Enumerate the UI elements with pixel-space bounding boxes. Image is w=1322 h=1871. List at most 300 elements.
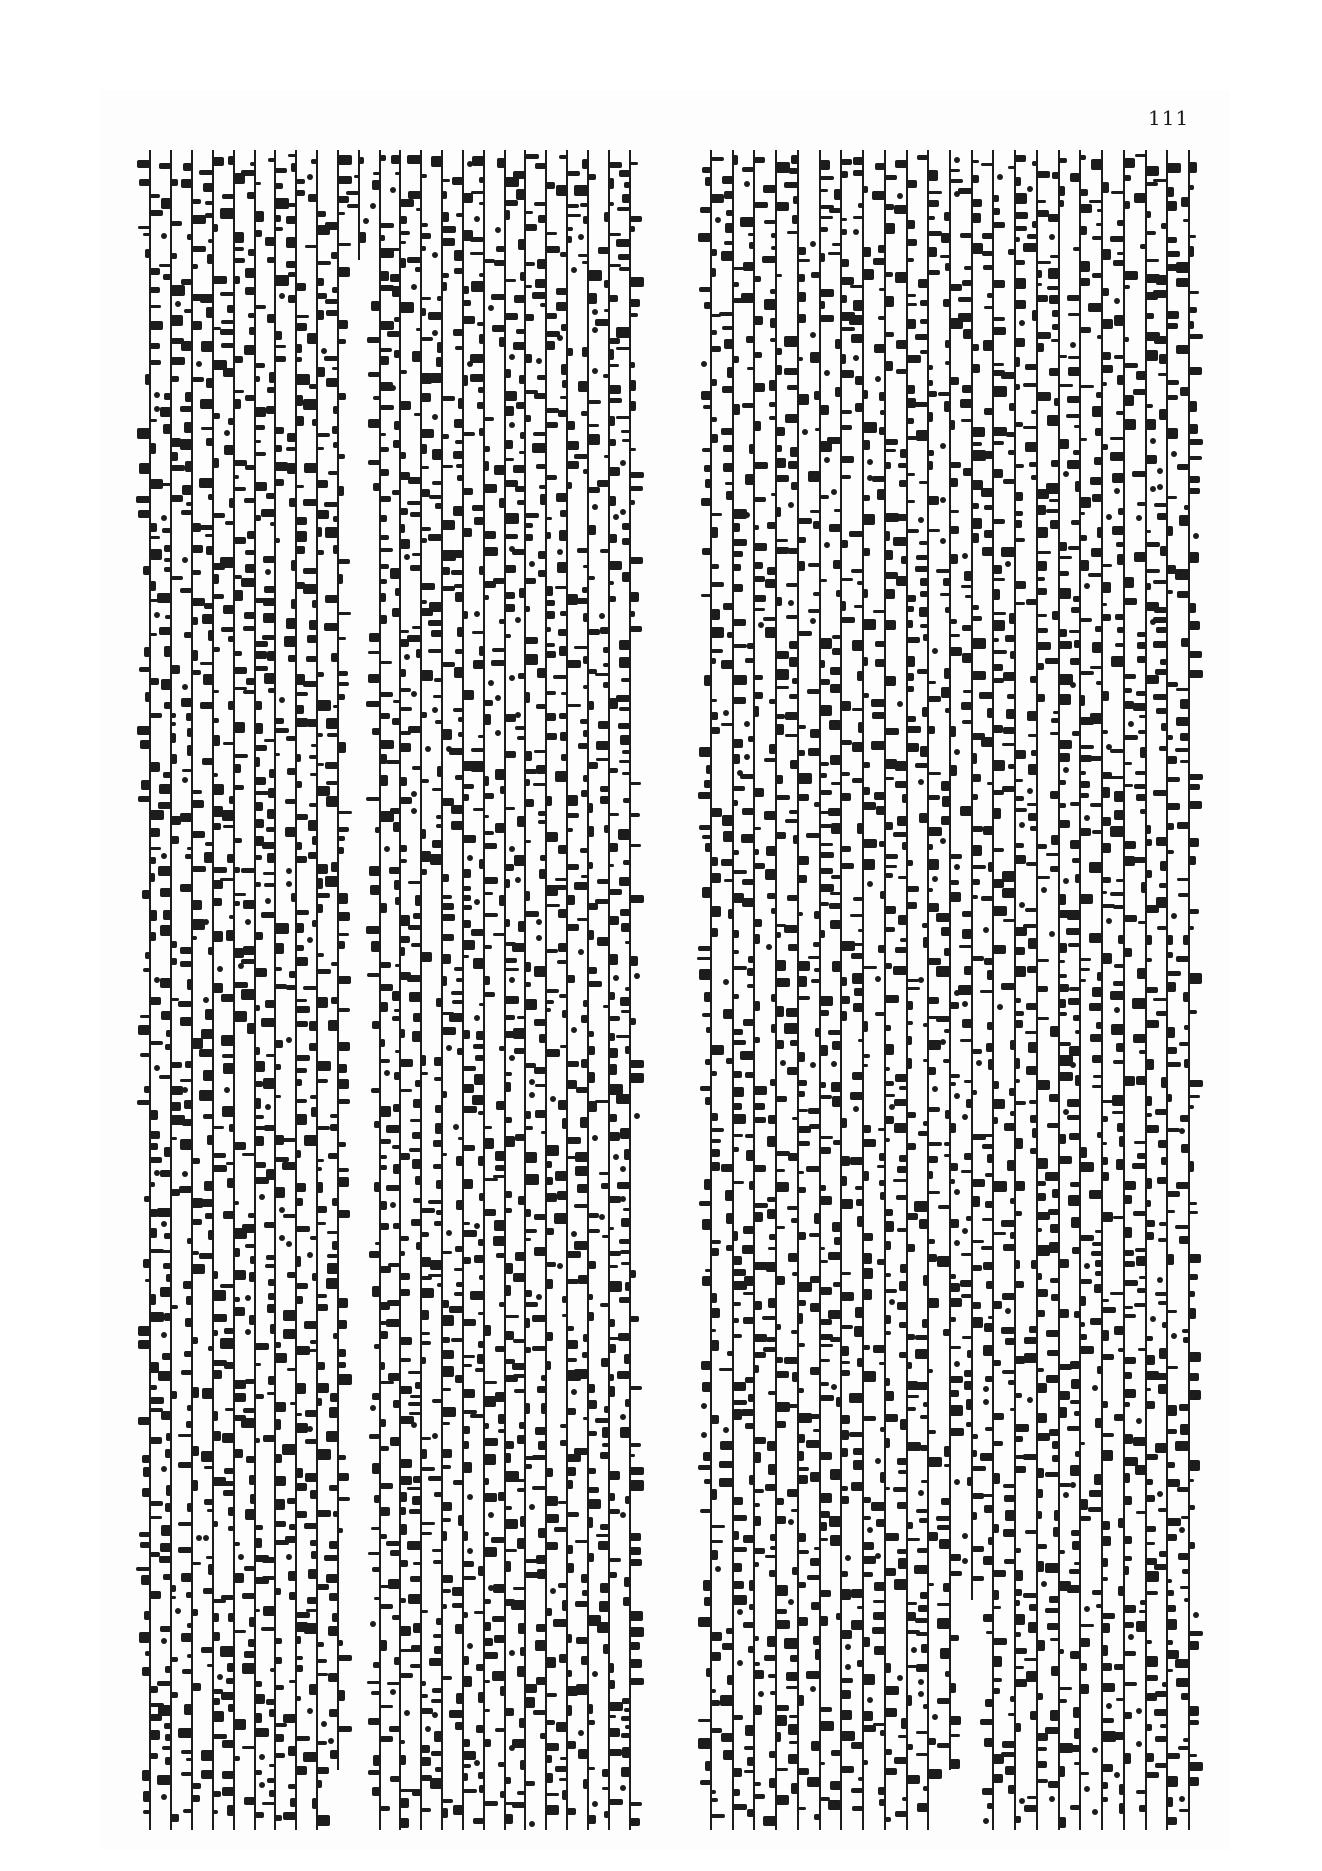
script-glyph [187, 745, 192, 756]
script-glyph [338, 1455, 346, 1460]
script-glyph [454, 250, 463, 261]
punctuation-mark [715, 217, 721, 223]
script-glyph [1102, 1536, 1111, 1546]
script-glyph [1146, 1479, 1153, 1485]
script-glyph [390, 568, 400, 579]
script-glyph [769, 744, 776, 754]
script-glyph [841, 1496, 849, 1504]
script-glyph [1158, 1140, 1167, 1148]
script-glyph [851, 1788, 863, 1793]
script-glyph [244, 345, 255, 355]
script-glyph [310, 1540, 317, 1546]
script-glyph [255, 757, 260, 767]
script-glyph [473, 1818, 484, 1824]
script-glyph [137, 726, 150, 735]
script-glyph [792, 215, 798, 224]
script-glyph [1124, 1682, 1137, 1686]
script-glyph [288, 272, 296, 277]
script-glyph [993, 1590, 999, 1600]
script-glyph [557, 562, 567, 573]
script-glyph [400, 1740, 405, 1744]
script-glyph [754, 497, 766, 502]
script-glyph [885, 513, 899, 522]
script-glyph [520, 1647, 525, 1656]
script-glyph [525, 911, 539, 917]
script-glyph [588, 1431, 597, 1436]
script-glyph [609, 1558, 621, 1562]
script-glyph [1189, 1080, 1203, 1087]
script-glyph [972, 794, 978, 800]
punctuation-mark [954, 1189, 960, 1195]
script-glyph [742, 808, 754, 815]
punctuation-mark [307, 174, 313, 180]
script-glyph [517, 816, 525, 827]
script-glyph [192, 545, 203, 553]
script-glyph [499, 337, 505, 347]
script-glyph [1114, 1664, 1124, 1670]
punctuation-mark [1041, 1581, 1047, 1587]
script-glyph [484, 700, 493, 706]
script-glyph [733, 1531, 739, 1540]
script-glyph [972, 616, 982, 621]
script-glyph [243, 900, 255, 909]
script-glyph [725, 1190, 733, 1201]
script-glyph [463, 761, 477, 771]
script-glyph [505, 1208, 512, 1213]
script-glyph [1162, 1322, 1167, 1328]
script-glyph [1053, 1527, 1059, 1537]
script-glyph [400, 452, 406, 459]
script-glyph [790, 1040, 798, 1046]
script-glyph [338, 912, 350, 921]
script-glyph [907, 319, 916, 329]
script-glyph [283, 1812, 296, 1820]
punctuation-mark [578, 949, 584, 955]
script-glyph [950, 765, 957, 776]
script-glyph [609, 1084, 623, 1095]
script-glyph [754, 1001, 760, 1011]
script-glyph [484, 1532, 489, 1536]
script-glyph [255, 1126, 267, 1130]
script-glyph [267, 387, 275, 393]
script-glyph [226, 930, 234, 941]
script-glyph [287, 1272, 296, 1278]
script-glyph [832, 648, 841, 655]
script-glyph [981, 163, 993, 166]
script-glyph [939, 1539, 950, 1549]
script-glyph [1001, 1220, 1015, 1227]
punctuation-mark [831, 489, 837, 495]
script-glyph [181, 1633, 192, 1642]
script-glyph [771, 233, 776, 238]
script-glyph [380, 515, 387, 522]
script-glyph [1037, 392, 1051, 401]
script-glyph [164, 545, 171, 552]
script-glyph [166, 1485, 171, 1496]
script-glyph [1158, 1301, 1167, 1305]
script-glyph [275, 1723, 287, 1727]
script-glyph [150, 581, 156, 591]
script-glyph [391, 155, 400, 164]
script-glyph [463, 869, 471, 878]
punctuation-mark [1084, 1263, 1090, 1269]
script-glyph [598, 247, 609, 254]
script-glyph [791, 1783, 798, 1794]
script-glyph [150, 1516, 162, 1519]
script-glyph [513, 1587, 525, 1590]
script-glyph [1167, 803, 1180, 810]
script-glyph [885, 1438, 890, 1448]
script-glyph [962, 1336, 972, 1339]
script-glyph [1141, 882, 1146, 893]
script-glyph [505, 200, 518, 206]
script-glyph [885, 873, 893, 878]
script-glyph [317, 864, 328, 874]
script-glyph [1075, 1451, 1080, 1457]
script-glyph [993, 1181, 1007, 1192]
script-glyph [1003, 1484, 1015, 1488]
script-glyph [1183, 219, 1189, 222]
script-glyph [455, 440, 463, 444]
script-glyph [150, 443, 156, 454]
script-glyph [1124, 1195, 1132, 1204]
script-glyph [1102, 614, 1111, 621]
script-glyph [960, 233, 972, 238]
script-glyph [1124, 674, 1136, 679]
script-glyph [792, 1372, 798, 1382]
script-glyph [789, 168, 798, 174]
script-glyph [853, 1003, 863, 1012]
script-glyph [1015, 1723, 1021, 1732]
script-glyph [265, 237, 275, 246]
script-glyph [1095, 626, 1102, 632]
script-glyph [201, 1750, 213, 1761]
script-glyph [227, 1178, 234, 1188]
punctuation-mark [918, 1679, 924, 1685]
script-glyph [767, 1636, 776, 1647]
script-glyph [282, 1162, 296, 1170]
script-glyph [950, 420, 955, 430]
script-glyph [213, 1599, 226, 1603]
script-glyph [305, 1473, 317, 1482]
script-glyph [917, 669, 928, 674]
script-glyph [588, 424, 599, 427]
script-glyph [513, 342, 525, 350]
script-glyph [244, 1797, 255, 1805]
script-glyph [810, 510, 820, 513]
script-glyph [505, 604, 515, 612]
script-glyph [609, 768, 618, 773]
script-glyph [562, 1010, 567, 1018]
script-glyph [814, 1547, 820, 1550]
script-glyph [546, 1049, 560, 1057]
script-glyph [171, 1115, 185, 1125]
script-glyph [296, 705, 304, 714]
script-glyph [907, 886, 919, 892]
script-glyph [255, 1177, 269, 1184]
script-glyph [178, 1728, 192, 1738]
script-glyph [1001, 547, 1015, 557]
script-glyph [525, 1684, 537, 1693]
script-glyph [1051, 835, 1059, 845]
script-glyph [1025, 908, 1037, 912]
script-glyph [1070, 1651, 1080, 1659]
script-glyph [1037, 200, 1046, 203]
script-glyph [536, 704, 546, 709]
script-glyph [943, 1329, 950, 1336]
script-glyph [1029, 1326, 1037, 1333]
script-glyph [598, 1541, 609, 1550]
script-glyph [412, 626, 421, 629]
script-glyph [1051, 460, 1059, 467]
script-glyph [831, 1750, 841, 1756]
script-glyph [1159, 1551, 1167, 1557]
script-glyph [546, 1279, 553, 1289]
script-glyph [863, 762, 870, 768]
script-glyph [1096, 392, 1102, 398]
script-glyph [711, 1162, 720, 1171]
script-glyph [1184, 1025, 1189, 1030]
punctuation-mark [845, 1555, 851, 1561]
script-glyph [517, 1666, 525, 1677]
punctuation-mark [1041, 887, 1047, 893]
script-glyph [1167, 1605, 1176, 1612]
script-glyph [841, 1346, 849, 1356]
script-glyph [192, 377, 204, 382]
script-glyph [885, 175, 897, 180]
script-glyph [928, 191, 942, 194]
punctuation-mark [495, 695, 501, 701]
script-glyph [920, 624, 928, 628]
script-glyph [1047, 415, 1059, 426]
script-glyph [961, 419, 972, 422]
script-glyph [229, 498, 234, 508]
script-glyph [916, 430, 928, 441]
script-glyph [255, 777, 266, 785]
script-glyph [171, 1657, 178, 1662]
script-glyph [228, 1704, 234, 1712]
script-glyph [711, 1525, 725, 1528]
punctuation-mark [509, 846, 515, 852]
script-glyph [798, 537, 806, 543]
script-glyph [525, 1403, 530, 1414]
script-glyph [985, 1427, 993, 1431]
script-glyph [722, 176, 733, 184]
script-glyph [877, 1165, 885, 1168]
script-glyph [287, 463, 296, 474]
script-glyph [1050, 1638, 1059, 1641]
script-glyph [776, 162, 790, 173]
script-glyph [455, 592, 463, 602]
script-glyph [630, 1316, 639, 1322]
script-glyph [400, 797, 412, 804]
script-glyph [630, 472, 644, 478]
script-glyph [394, 880, 400, 890]
script-glyph [1046, 509, 1059, 513]
script-glyph [798, 1109, 808, 1112]
script-glyph [1059, 1407, 1067, 1418]
script-glyph [558, 1501, 567, 1504]
script-glyph [275, 1540, 289, 1545]
script-glyph [338, 267, 350, 277]
script-glyph [567, 704, 581, 707]
script-glyph [1146, 1401, 1155, 1409]
script-glyph [267, 1778, 275, 1783]
script-glyph [1184, 505, 1189, 510]
script-glyph [767, 522, 776, 529]
script-glyph [428, 1476, 442, 1481]
script-glyph [206, 546, 213, 555]
script-glyph [820, 868, 833, 874]
script-glyph [1175, 1659, 1189, 1668]
script-glyph [1175, 1441, 1189, 1451]
script-glyph [171, 1814, 179, 1822]
script-glyph [484, 1599, 491, 1604]
script-glyph [820, 1319, 832, 1325]
script-glyph [733, 1768, 742, 1777]
script-glyph [1037, 1080, 1050, 1090]
script-glyph [993, 427, 1007, 436]
punctuation-mark [592, 1671, 598, 1677]
script-glyph [380, 1534, 387, 1539]
script-glyph [768, 1247, 776, 1250]
script-glyph [296, 1006, 310, 1013]
script-glyph [721, 859, 733, 866]
script-glyph [338, 1362, 346, 1368]
script-glyph [588, 762, 598, 769]
script-glyph [721, 723, 733, 726]
script-glyph [275, 1753, 285, 1758]
script-glyph [275, 1476, 286, 1486]
script-glyph [317, 786, 330, 796]
script-glyph [137, 1100, 150, 1105]
script-glyph [474, 517, 484, 525]
script-glyph [1124, 688, 1132, 693]
script-glyph [1080, 560, 1089, 571]
script-glyph [395, 897, 400, 905]
script-glyph [1050, 1224, 1059, 1233]
script-glyph [380, 1321, 387, 1325]
script-glyph [928, 1142, 942, 1146]
script-glyph [950, 619, 957, 624]
script-glyph [1167, 1094, 1172, 1102]
script-glyph [902, 794, 907, 803]
script-glyph [964, 1370, 972, 1377]
script-glyph [784, 368, 798, 375]
script-glyph [907, 606, 914, 612]
script-glyph [392, 1016, 400, 1021]
page-number: 111 [1148, 106, 1190, 130]
script-glyph [171, 941, 177, 948]
script-glyph [851, 1589, 863, 1598]
script-glyph [538, 1528, 546, 1538]
script-glyph [857, 581, 863, 585]
script-glyph [1080, 1296, 1086, 1306]
script-glyph [266, 1255, 275, 1260]
script-glyph [317, 1383, 329, 1393]
script-glyph [546, 1542, 558, 1550]
script-glyph [317, 510, 329, 519]
script-glyph [604, 280, 609, 288]
script-glyph [476, 1664, 484, 1671]
script-glyph [546, 1332, 553, 1341]
script-glyph [791, 155, 798, 164]
script-glyph [711, 699, 717, 702]
script-glyph [317, 1182, 323, 1193]
script-glyph [1059, 186, 1065, 196]
script-glyph [561, 364, 567, 375]
script-glyph [338, 811, 352, 814]
script-glyph [371, 301, 380, 311]
script-glyph [879, 841, 885, 847]
script-glyph [546, 517, 552, 520]
script-glyph [776, 1402, 790, 1412]
punctuation-mark [723, 1427, 729, 1433]
script-glyph [820, 1147, 831, 1154]
script-glyph [546, 1145, 559, 1156]
script-glyph [885, 223, 895, 234]
punctuation-mark [286, 1554, 292, 1560]
script-glyph [1181, 638, 1189, 647]
script-glyph [950, 1082, 956, 1086]
script-glyph [941, 687, 950, 698]
script-glyph [928, 247, 937, 257]
script-glyph [699, 287, 711, 292]
script-glyph [421, 670, 433, 681]
script-glyph [698, 1465, 711, 1470]
script-glyph [451, 991, 463, 995]
punctuation-mark [279, 1235, 285, 1241]
script-glyph [820, 301, 825, 309]
script-glyph [863, 859, 875, 870]
script-glyph [928, 1532, 938, 1541]
script-glyph [863, 1054, 870, 1058]
script-glyph [863, 1711, 873, 1721]
script-glyph [326, 1574, 338, 1583]
script-glyph [463, 1355, 475, 1358]
punctuation-mark [788, 1519, 794, 1525]
script-glyph [1015, 155, 1026, 162]
script-glyph [429, 495, 442, 499]
punctuation-mark [307, 1252, 313, 1258]
script-glyph [338, 196, 349, 203]
script-glyph [1102, 1645, 1108, 1656]
script-glyph [1102, 730, 1108, 734]
script-glyph [161, 198, 171, 209]
script-glyph [583, 613, 588, 622]
script-glyph [754, 1365, 759, 1373]
script-glyph [208, 1346, 213, 1351]
script-glyph [1180, 760, 1189, 763]
script-glyph [415, 1080, 421, 1087]
script-glyph [328, 1673, 338, 1682]
script-glyph [1133, 1437, 1146, 1446]
script-glyph [317, 1398, 322, 1406]
punctuation-mark [1092, 1747, 1098, 1753]
script-glyph [207, 1509, 213, 1512]
script-glyph [820, 1797, 830, 1801]
script-glyph [463, 1364, 472, 1367]
script-glyph [324, 502, 338, 507]
script-glyph [394, 317, 400, 322]
script-glyph [433, 1634, 442, 1638]
script-glyph [711, 1149, 720, 1157]
script-glyph [275, 967, 282, 971]
punctuation-mark [161, 1638, 167, 1644]
script-glyph [619, 640, 630, 650]
script-glyph [789, 810, 798, 814]
script-glyph [264, 673, 275, 684]
